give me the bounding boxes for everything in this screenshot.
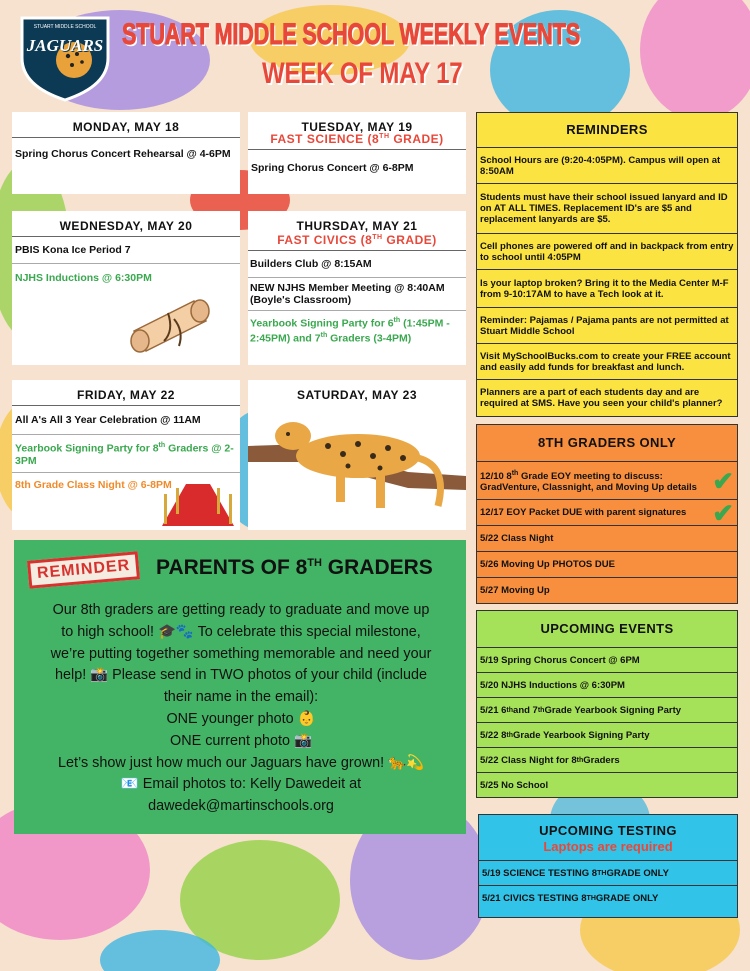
upcoming-row bbox=[477, 722, 737, 747]
upcoming-testing-subtitle: Laptops are required bbox=[543, 839, 673, 854]
parents-message bbox=[26, 600, 456, 818]
thursday-yb-sup1: th bbox=[393, 317, 401, 324]
leopard-on-branch-icon bbox=[248, 406, 466, 528]
thursday-yb-b: (1:45PM - 2:45PM) and 7 bbox=[250, 317, 450, 344]
eighth-row bbox=[477, 497, 737, 528]
upcoming-r5-s: th bbox=[576, 756, 584, 764]
upcoming-r4-b: Grade Yearbook Signing Party bbox=[513, 729, 650, 741]
upcoming-r5-a: 5/22 Class Night for 8 bbox=[480, 754, 577, 766]
parents-line: Our 8th graders are getting ready to graduate and move up bbox=[52, 602, 430, 618]
eighth-row: 5/26 Moving Up PHOTOS DUE bbox=[477, 551, 737, 577]
reminder-item: Students must have their school issued lanyard and ID on AT ALL TIMES. Replacement ID's are $5 and replacement lanyards are $5. bbox=[477, 183, 737, 233]
thursday-subtitle bbox=[248, 233, 466, 251]
upcoming-r5-b: Graders bbox=[583, 754, 620, 766]
testing-row bbox=[479, 860, 737, 885]
testing-row bbox=[479, 885, 737, 910]
tuesday-card bbox=[248, 112, 466, 194]
wednesday-event-2: NJHS Inductions @ 6:30PM bbox=[15, 272, 152, 284]
reminder-item: Is your laptop broken? Bring it to the Media Center M-F from 9-10:17AM to have a Tech look at it. bbox=[477, 269, 737, 307]
monday-event: Spring Chorus Concert Rehearsal @ 4-6PM bbox=[15, 148, 231, 160]
upcoming-row: 5/20 NJHS Inductions @ 6:30PM bbox=[477, 672, 737, 697]
reminder-stamp: REMINDER bbox=[27, 551, 140, 589]
eighth-row1-sup: th bbox=[511, 469, 519, 477]
tuesday-subtitle bbox=[248, 132, 466, 150]
school-logo bbox=[14, 10, 116, 102]
upcoming-r4-a: 5/22 8 bbox=[480, 729, 507, 741]
saturday-card bbox=[248, 380, 466, 530]
thursday-sub-a: FAST CIVICS (8 bbox=[277, 233, 373, 247]
thursday-card bbox=[248, 211, 466, 365]
parents-email[interactable]: dawedek@martinschools.org bbox=[148, 798, 334, 815]
parents-heading-a: PARENTS OF 8 bbox=[156, 556, 308, 579]
upcoming-events-panel bbox=[476, 610, 738, 798]
parents-notice bbox=[14, 540, 466, 834]
friday-event-1: All A's All 3 Year Celebration @ 11AM bbox=[12, 406, 240, 435]
thursday-event-1: Builders Club @ 8:15AM bbox=[248, 251, 466, 278]
thursday-yb-a: Yearbook Signing Party for 6 bbox=[250, 317, 394, 330]
tuesday-event: Spring Chorus Concert @ 6-8PM bbox=[251, 162, 414, 174]
friday-yb-b: Graders @ 2-3PM bbox=[15, 442, 234, 467]
upcoming-r3-s1: th bbox=[506, 706, 514, 714]
upcoming-r3-c: Grade Yearbook Signing Party bbox=[544, 704, 682, 716]
eighth-row1-b: Grade EOY meeting to discuss: GradVenture, Classnight, and Moving Up details bbox=[480, 471, 697, 494]
upcoming-r4-s: th bbox=[506, 731, 514, 739]
parents-line: their name in the email): bbox=[163, 689, 319, 706]
wednesday-card bbox=[12, 211, 240, 365]
friday-yb-a: Yearbook Signing Party for 8 bbox=[15, 442, 159, 455]
thursday-event-2: NEW NJHS Member Meeting @ 8:40AM (Boyle's Classroom) bbox=[248, 278, 466, 311]
friday-card bbox=[12, 380, 240, 530]
upcoming-events-title: UPCOMING EVENTS bbox=[540, 621, 674, 636]
eighth-row: 5/27 Moving Up bbox=[477, 577, 737, 603]
logo-text: JAGUARS bbox=[26, 36, 104, 55]
upcoming-r3-s2: th bbox=[537, 706, 545, 714]
upcoming-row: 5/19 Spring Chorus Concert @ 6PM bbox=[477, 647, 737, 672]
parents-line: ONE current photo 📸 bbox=[170, 732, 312, 749]
parents-heading-sup: TH bbox=[307, 557, 322, 569]
logo-small-text: STUART MIDDLE SCHOOL bbox=[33, 24, 97, 30]
reminders-panel bbox=[476, 112, 738, 417]
page-title: STUART MIDDLE SCHOOL WEEKLY EVENTS bbox=[122, 18, 580, 51]
upcoming-row bbox=[477, 697, 737, 722]
parents-line: Let’s show just how much our Jaguars have grown! 🐆💫 bbox=[58, 754, 424, 771]
friday-title: FRIDAY, MAY 22 bbox=[12, 380, 240, 406]
upcoming-testing-panel bbox=[478, 814, 738, 918]
wednesday-event-1: PBIS Kona Ice Period 7 bbox=[12, 237, 240, 264]
parents-line: help! 📸 Please send in TWO photos of your child (include bbox=[54, 667, 427, 684]
monday-card bbox=[12, 112, 240, 194]
eighth-graders-panel bbox=[476, 424, 738, 604]
parents-heading bbox=[156, 556, 433, 580]
saturday-title: SATURDAY, MAY 23 bbox=[296, 388, 418, 402]
tuesday-sub-a: FAST SCIENCE (8 bbox=[270, 132, 380, 146]
thursday-title: THURSDAY, MAY 21 bbox=[296, 219, 418, 233]
monday-title: MONDAY, MAY 18 bbox=[12, 112, 240, 138]
parents-line: 📧 Email photos to: Kelly Dawedeit at bbox=[120, 776, 362, 793]
eighth-row-text bbox=[480, 468, 712, 493]
friday-yb-sup: th bbox=[158, 442, 166, 449]
upcoming-testing-title: UPCOMING TESTING bbox=[539, 823, 677, 838]
parents-line: to high school! 🎓🐾 To celebrate this special milestone, bbox=[61, 623, 421, 640]
testing-r1-s: TH bbox=[597, 869, 607, 877]
testing-r1-a: 5/19 SCIENCE TESTING 8 bbox=[482, 867, 598, 879]
tuesday-sub-sup: TH bbox=[379, 133, 390, 140]
eighth-row bbox=[477, 461, 737, 499]
reminder-item: Planners are a part of each students day and are required at SMS. Have you seen your child's planner? bbox=[477, 379, 737, 416]
tuesday-sub-b: GRADE) bbox=[389, 132, 444, 146]
thursday-yb-c: Graders (3-4PM) bbox=[327, 332, 412, 344]
reminder-item: Cell phones are powered off and in backpack from entry to school until 4:05PM bbox=[477, 233, 737, 269]
testing-r2-b: GRADE ONLY bbox=[595, 892, 659, 904]
reminders-title: REMINDERS bbox=[566, 122, 648, 137]
upcoming-r3-a: 5/21 6 bbox=[480, 704, 507, 716]
upcoming-r3-b: and 7 bbox=[513, 704, 538, 716]
tuesday-title: TUESDAY, MAY 19 bbox=[301, 120, 413, 134]
eighth-graders-title: 8TH GRADERS ONLY bbox=[537, 435, 677, 450]
friday-event-2 bbox=[12, 435, 240, 473]
eighth-row: 5/22 Class Night bbox=[477, 525, 737, 551]
wednesday-title: WEDNESDAY, MAY 20 bbox=[12, 211, 240, 237]
checkmark-icon: ✔ bbox=[712, 465, 734, 496]
thursday-event-3 bbox=[248, 311, 466, 348]
thursday-sub-sup: TH bbox=[372, 234, 383, 241]
diploma-scroll-icon bbox=[124, 291, 214, 361]
checkmark-icon: ✔ bbox=[712, 497, 734, 528]
testing-r1-b: GRADE ONLY bbox=[606, 867, 669, 879]
reminder-item: Reminder: Pajamas / Pajama pants are not permitted at Stuart Middle School bbox=[477, 307, 737, 343]
friday-event-3: 8th Grade Class Night @ 6-8PM bbox=[15, 478, 172, 491]
upcoming-row bbox=[477, 747, 737, 772]
parents-heading-b: GRADERS bbox=[321, 556, 433, 579]
page-subtitle: WEEK OF MAY 17 bbox=[262, 57, 463, 90]
thursday-yb-sup2: th bbox=[320, 331, 328, 339]
testing-r2-a: 5/21 CIVICS TESTING 8 bbox=[482, 892, 587, 904]
parents-line: ONE younger photo 👶 bbox=[166, 710, 316, 727]
reminder-item: Visit MySchoolBucks.com to create your FREE account and easily add funds for breakfast and lunch. bbox=[477, 343, 737, 379]
eighth-row-text: 12/17 EOY Packet DUE with parent signatures bbox=[480, 507, 687, 518]
thursday-sub-b: GRADE) bbox=[382, 233, 437, 247]
testing-r2-s: TH bbox=[586, 894, 596, 902]
parents-line: we’re putting together something memorable and need your bbox=[50, 645, 432, 662]
eighth-row1-a: 12/10 8 bbox=[480, 471, 512, 483]
red-carpet-icon bbox=[158, 480, 238, 528]
reminder-item: School Hours are (9:20-4:05PM). Campus will open at 8:50AM bbox=[477, 147, 737, 183]
upcoming-row: 5/25 No School bbox=[477, 772, 737, 797]
